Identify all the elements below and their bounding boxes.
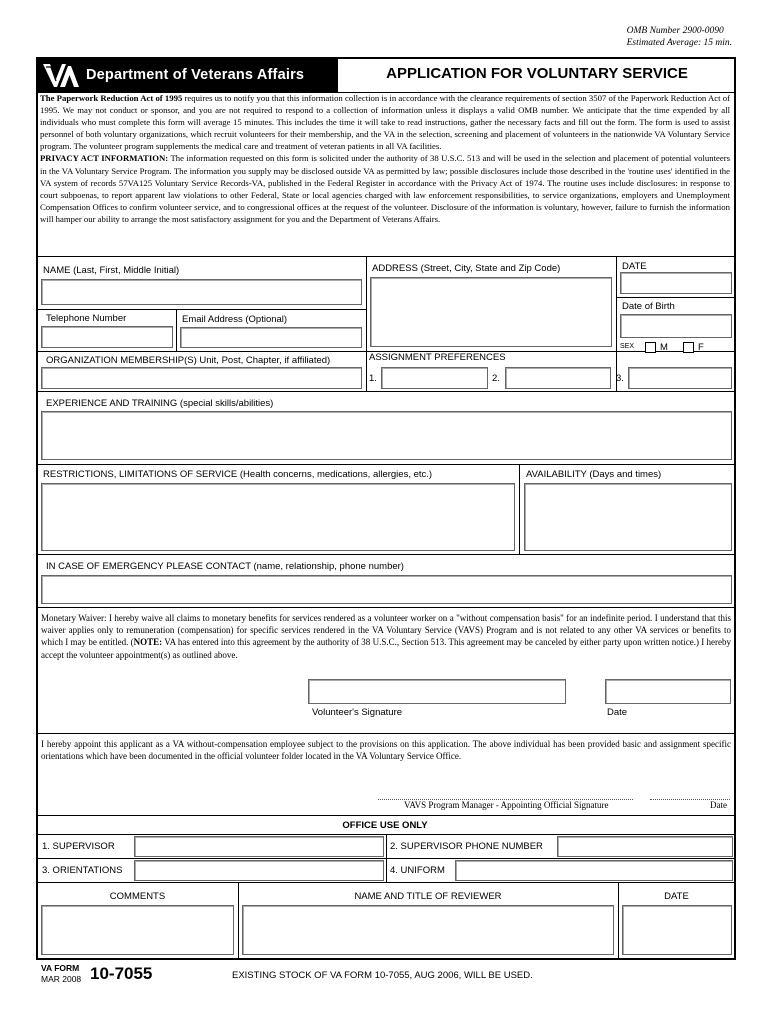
privacy-text: The information requested on this form is solicited under the authority of 38 U.S.C. 513 and will be used in the selection and placement of potential volunteers in the VA Voluntary Service Program. The information you supply may be disclosed outside VA as permitted by law; possible disclosures include those described in the 'routine uses' identified in the VA system of records 57VA125 Voluntary Service Records-VA, published in the Federal Register in accordance with the Privacy Act of 1974. The routine uses include disclosures: in response to court subpoenas, to report apparent law violations to other Federal, State or local agencies charged with law enforcement responsibilities, to service organizations, employers and Unemployment Compensation Offices to confirm volunteer service, and to congressional offices at the request of the volunteer. Disclosure of the information is voluntary, however, failure to furnish the information will hamper our ability to arrange the most satisfactory assignment for you and the Department of Veterans Affairs.	[40, 153, 730, 224]
name-label: NAME (Last, First, Middle Initial)	[43, 265, 180, 276]
form-title-area	[340, 59, 734, 92]
pref-2-input[interactable]	[505, 367, 611, 389]
date-label: DATE	[622, 261, 647, 272]
assignment-label: ASSIGNMENT PREFERENCES	[369, 352, 506, 363]
divider	[616, 256, 617, 391]
sex-f-label: F	[698, 342, 704, 353]
divider	[37, 309, 367, 310]
supervisor-label: 1. SUPERVISOR	[42, 841, 115, 852]
dob-input[interactable]	[620, 314, 732, 338]
volunteer-signature-label: Volunteer's Signature	[312, 707, 403, 718]
orientations-input[interactable]	[134, 860, 384, 881]
pra-heading: The Paperwork Reduction Act of 1995	[40, 93, 183, 103]
review-date-label: DATE	[664, 891, 689, 902]
date-input[interactable]	[620, 272, 732, 294]
manager-date-label: Date	[710, 800, 727, 810]
divider	[616, 297, 735, 298]
office-use-heading: OFFICE USE ONLY	[342, 820, 428, 831]
review-date-input[interactable]	[622, 905, 732, 955]
address-input[interactable]	[370, 277, 612, 347]
omb-info	[627, 25, 732, 49]
organization-label: ORGANIZATION MEMBERSHIP(S) Unit, Post, Chapter, if affiliated)	[46, 355, 331, 366]
footer-stock-note: EXISTING STOCK OF VA FORM 10-7055, AUG 2006, WILL BE USED.	[232, 970, 533, 981]
agency-banner	[38, 59, 338, 92]
footer-edition: MAR 2008	[41, 974, 82, 984]
address-label: ADDRESS (Street, City, State and Zip Code)	[372, 263, 561, 274]
reviewer-label: NAME AND TITLE OF REVIEWER	[354, 891, 502, 902]
signature-date-input[interactable]	[605, 679, 731, 704]
divider	[37, 256, 735, 257]
reviewer-input[interactable]	[242, 905, 614, 955]
email-label: Email Address (Optional)	[182, 314, 288, 325]
waiver-text-a: Monetary Waiver: I hereby waive all claims to monetary benefits for services rendered as a volunteer worker on a "without compensation basis" for an indefinite period. I understand that this waiver applies only to remuneration (compensation) for specific services rendered in the VA Voluntary Service (VAVS) Program and is not related to any other VA services or benefits to which I may be entitled. (	[41, 613, 731, 648]
uniform-label: 4. UNIFORM	[390, 865, 445, 876]
availability-input[interactable]	[524, 483, 732, 551]
divider	[37, 607, 735, 608]
signature-date-label: Date	[607, 707, 628, 718]
footer-form-number: 10-7055	[90, 964, 153, 983]
telephone-input[interactable]	[41, 326, 173, 348]
pref-1-label: 1.	[369, 373, 377, 384]
sex-m-checkbox[interactable]	[645, 342, 656, 353]
waiver-note: NOTE:	[133, 637, 163, 648]
pref-2-label: 2.	[492, 373, 500, 384]
comments-label: COMMENTS	[109, 891, 166, 902]
divider	[37, 815, 735, 816]
uniform-input[interactable]	[455, 860, 733, 881]
comments-input[interactable]	[41, 905, 234, 955]
name-input[interactable]	[41, 279, 362, 305]
form-title: APPLICATION FOR VOLUNTARY SERVICE	[386, 65, 688, 82]
pref-3-input[interactable]	[628, 367, 732, 389]
supervisor-phone-label: 2. SUPERVISOR PHONE NUMBER	[390, 841, 543, 852]
divider	[37, 464, 735, 465]
organization-input[interactable]	[41, 367, 362, 389]
telephone-label: Telephone Number	[46, 313, 127, 324]
supervisor-phone-input[interactable]	[557, 836, 733, 857]
divider	[519, 464, 520, 554]
divider	[37, 733, 735, 734]
agency-name: Department of Veterans Affairs	[86, 67, 305, 83]
dob-label: Date of Birth	[622, 301, 675, 312]
waiver-text	[41, 612, 731, 661]
availability-label: AVAILABILITY (Days and times)	[526, 469, 662, 480]
restrictions-input[interactable]	[41, 483, 515, 551]
appointment-text: I hereby appoint this applicant as a VA without-compensation employee subject to the provisions on this application. The above individual has been provided basic and assignment specific orientations which have been documented in the official volunteer folder located in the VA Voluntary Service Office.	[41, 739, 731, 762]
supervisor-input[interactable]	[134, 836, 384, 857]
restrictions-label: RESTRICTIONS, LIMITATIONS OF SERVICE (Health concerns, medications, allergies, etc.)	[43, 469, 433, 480]
divider	[37, 554, 735, 555]
pra-text: requires us to notify you that this information collection is in accordance with the clearance requirements of section 3507 of the Paperwork Reduction Act of 1995. We may not conduct or sponsor, and you are not required to respond to a collection of information unless it displays a valid OMB number. We anticipate that the time expended by all individuals who must complete this form will average 15 minutes. This includes the time it will take to read instructions, gather the necessary facts and fill out the form. The form is used to assist personnel of both voluntary organizations, which recruit volunteers for their membership, and the VA in the selection, screening and placement of volunteers in the nationwide VA Voluntary Service program. The volunteer program supplements the medical care and treatment of veteran patients in all VA facilities.	[40, 93, 730, 152]
volunteer-signature-input[interactable]	[308, 679, 566, 704]
experience-label: EXPERIENCE AND TRAINING (special skills/abilities)	[46, 398, 274, 409]
experience-input[interactable]	[41, 411, 732, 460]
email-input[interactable]	[180, 327, 362, 348]
divider	[176, 309, 177, 351]
pref-1-input[interactable]	[381, 367, 488, 389]
va-logo-icon	[42, 62, 80, 89]
emergency-label: IN CASE OF EMERGENCY PLEASE CONTACT (name, relationship, phone number)	[46, 561, 404, 572]
emergency-input[interactable]	[41, 575, 732, 604]
manager-signature-label: VAVS Program Manager - Appointing Official Signature	[404, 800, 609, 810]
omb-number: OMB Number 2900-0090	[626, 26, 724, 36]
waiver-text-b: VA has entered into this agreement by the authority of 38 U.S.C., Section 513. This agreement may be canceled by either party upon written notice.) I hereby accept the volunteer appointment(s) as outlined above.	[41, 637, 731, 660]
divider	[37, 391, 735, 392]
notice-text	[40, 92, 730, 225]
privacy-heading: PRIVACY ACT INFORMATION:	[40, 153, 169, 164]
divider	[366, 256, 367, 391]
sex-m-label: M	[660, 342, 668, 353]
omb-estimate: Estimated Average: 15 min.	[626, 38, 732, 48]
pref-3-label: 3.	[616, 373, 624, 384]
footer-va-form: VA FORM	[41, 963, 80, 973]
sex-f-checkbox[interactable]	[683, 342, 694, 353]
sex-label: SEX	[620, 343, 635, 350]
orientations-label: 3. ORIENTATIONS	[42, 865, 123, 876]
